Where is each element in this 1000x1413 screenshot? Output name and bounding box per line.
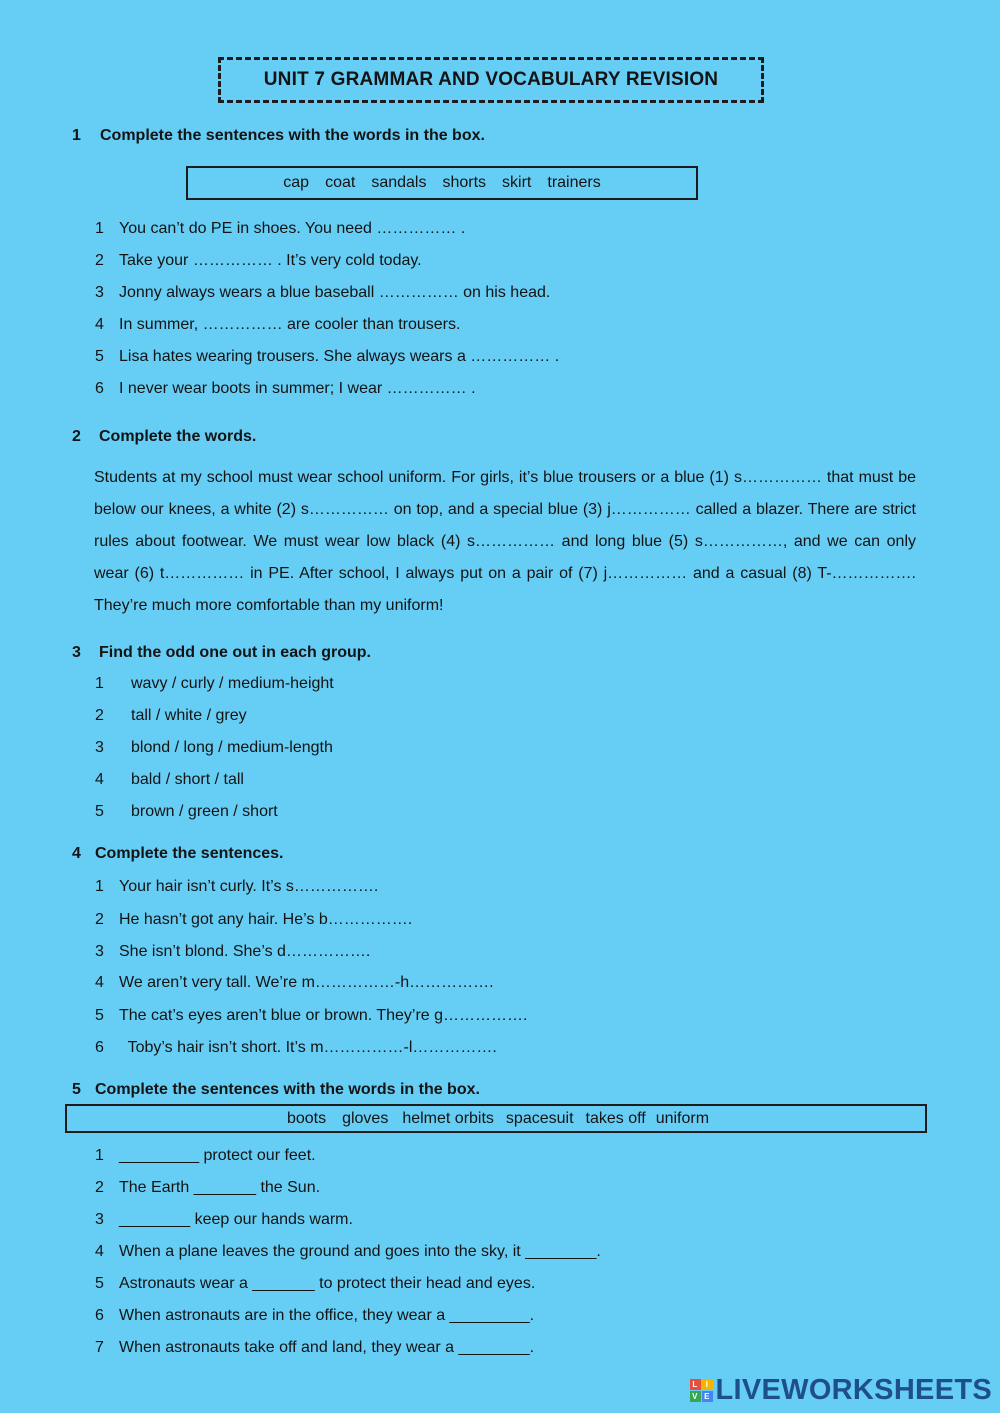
section-number: 1 [72,127,81,144]
item-number: 2 [95,911,104,928]
exercise-5-item[interactable] [95,1243,601,1261]
item-text: We aren’t very tall. We’re m……………-h……………. [119,974,494,991]
word-box-item: helmet orbits [402,1109,494,1127]
section-title: Complete the words. [99,428,257,445]
item-text: I never wear boots in summer; I wear …………… . [119,380,476,397]
logo-mark-letter: E [702,1391,713,1402]
item-number: 7 [95,1339,104,1356]
item-text: In summer, …………… are cooler than trousers. [119,316,461,333]
exercise-4-item[interactable] [95,878,378,896]
word-box-item: coat [325,174,356,191]
item-text: When a plane leaves the ground and goes into the sky, it ________. [119,1243,601,1260]
word-box-item: skirt [502,174,532,191]
item-number: 6 [95,380,104,397]
section-2-heading [72,428,256,446]
item-number: 1 [95,220,104,237]
item-number: 2 [95,1179,104,1196]
item-number: 5 [95,348,104,365]
item-text: ________ keep our hands warm. [119,1211,353,1228]
section-title: Complete the sentences with the words in the box. [100,127,485,144]
item-number: 2 [95,252,104,269]
item-number: 5 [95,1007,104,1024]
section-number: 5 [72,1081,81,1098]
exercise-1-item[interactable] [95,220,465,238]
word-box-item: boots [286,1109,327,1127]
item-number: 3 [95,1211,104,1228]
section-number: 3 [72,644,81,661]
item-number: 3 [95,739,104,756]
logo-text: LIVEWORKSHEETS [715,1374,992,1406]
item-number: 2 [95,707,104,724]
exercise-5-item[interactable] [95,1339,534,1357]
item-text: When astronauts take off and land, they wear a ________. [119,1339,535,1356]
item-number: 3 [95,284,104,301]
exercise-3-item[interactable] [95,675,334,693]
item-number: 4 [95,316,104,333]
section-title: Find the odd one out in each group. [99,644,371,661]
section-number: 4 [72,845,81,862]
exercise-5-item[interactable] [95,1179,320,1197]
exercise-1-item[interactable] [95,316,460,334]
item-number: 1 [95,1147,104,1164]
logo-mark-letter: V [690,1391,701,1402]
item-text: She isn’t blond. She’s d……………. [119,943,371,960]
item-text: tall / white / grey [131,707,247,724]
logo-mark-letter: I [702,1379,713,1390]
exercise-1-item[interactable] [95,348,559,366]
item-text: Toby’s hair isn’t short. It’s m……………-l……………. [119,1039,497,1056]
item-text: Your hair isn’t curly. It’s s……………. [119,878,379,895]
exercise-2-paragraph[interactable]: Students at my school must wear school uniform. For girls, it’s blue trousers or a blue (1) s…………… that must be below our knees, a white (2) s…………… on top, and a special blue (3) j…………… called a blazer. There are strict rules about footwear. We must wear low black (4) s…………… and long blue (5) s……………, and we can only wear (6) t…………… in PE. After school, I always put on a pair of (7) j…………… and a casual (8) T-……………. They’re much more comfortable than my uniform! [94,469,916,614]
item-number: 6 [95,1307,104,1324]
word-box-item: sandals [371,174,427,191]
item-text: brown / green / short [131,803,278,820]
word-box-item: gloves [342,1109,389,1127]
item-number: 5 [95,1275,104,1292]
item-text: He hasn’t got any hair. He’s b……………. [119,911,413,928]
item-number: 1 [95,878,104,895]
item-text: Take your …………… . It’s very cold today. [119,252,422,269]
exercise-4-item[interactable] [95,974,494,992]
item-number: 6 [95,1039,104,1056]
word-box-item: shorts [442,174,487,191]
item-text: _________ protect our feet. [119,1147,316,1164]
word-box-item: cap [283,174,310,191]
item-number: 4 [95,1243,104,1260]
item-text: The cat’s eyes aren’t blue or brown. They’re g……………. [119,1007,528,1024]
item-text: Lisa hates wearing trousers. She always wears a …………… . [119,348,560,365]
item-text: The Earth _______ the Sun. [119,1179,321,1196]
exercise-4-item[interactable] [95,911,412,929]
item-number: 4 [95,771,104,788]
exercise-1-item[interactable] [95,284,550,302]
word-box-item: uniform [655,1109,710,1127]
item-text: Jonny always wears a blue baseball …………… on his head. [119,284,551,301]
exercise-5-item[interactable] [95,1307,534,1325]
exercise-3-item[interactable] [95,707,247,725]
word-box-item: trainers [547,174,601,191]
exercise-4-item[interactable] [95,1039,497,1057]
exercise-5-item[interactable] [95,1211,353,1229]
item-text: blond / long / medium-length [131,739,333,756]
section-3-heading [72,644,371,662]
section-5-heading [72,1081,480,1099]
item-number: 5 [95,803,104,820]
item-text: wavy / curly / medium-height [131,675,334,692]
exercise-1-item[interactable] [95,252,422,270]
section-number: 2 [72,428,81,445]
exercise-5-item[interactable] [95,1147,316,1165]
item-text: You can’t do PE in shoes. You need …………… . [119,220,466,237]
item-number: 1 [95,675,104,692]
logo-mark-icon [690,1379,713,1402]
section-4-heading [72,845,284,863]
logo-mark-letter: L [690,1379,701,1390]
item-number: 4 [95,974,104,991]
exercise-5-item[interactable] [95,1275,535,1293]
exercise-3-item[interactable] [95,771,244,789]
word-box-5 [65,1104,927,1133]
word-box-item: takes off [585,1109,646,1127]
item-text: When astronauts are in the office, they wear a _________. [119,1307,535,1324]
page-title: UNIT 7 GRAMMAR AND VOCABULARY REVISION [218,57,764,103]
word-box-item: spacesuit [505,1109,574,1127]
item-text: bald / short / tall [131,771,244,788]
exercise-4-item[interactable] [95,1007,527,1025]
exercise-1-item[interactable] [95,380,476,398]
item-text: Astronauts wear a _______ to protect their head and eyes. [119,1275,536,1292]
liveworksheets-logo[interactable] [690,1374,993,1407]
section-1-heading [72,127,485,145]
exercise-4-item[interactable] [95,943,370,961]
item-number: 3 [95,943,104,960]
section-title: Complete the sentences with the words in the box. [95,1081,480,1098]
exercise-3-item[interactable] [95,739,333,757]
exercise-3-item[interactable] [95,803,278,821]
word-box-1 [186,166,698,200]
section-title: Complete the sentences. [95,845,284,862]
